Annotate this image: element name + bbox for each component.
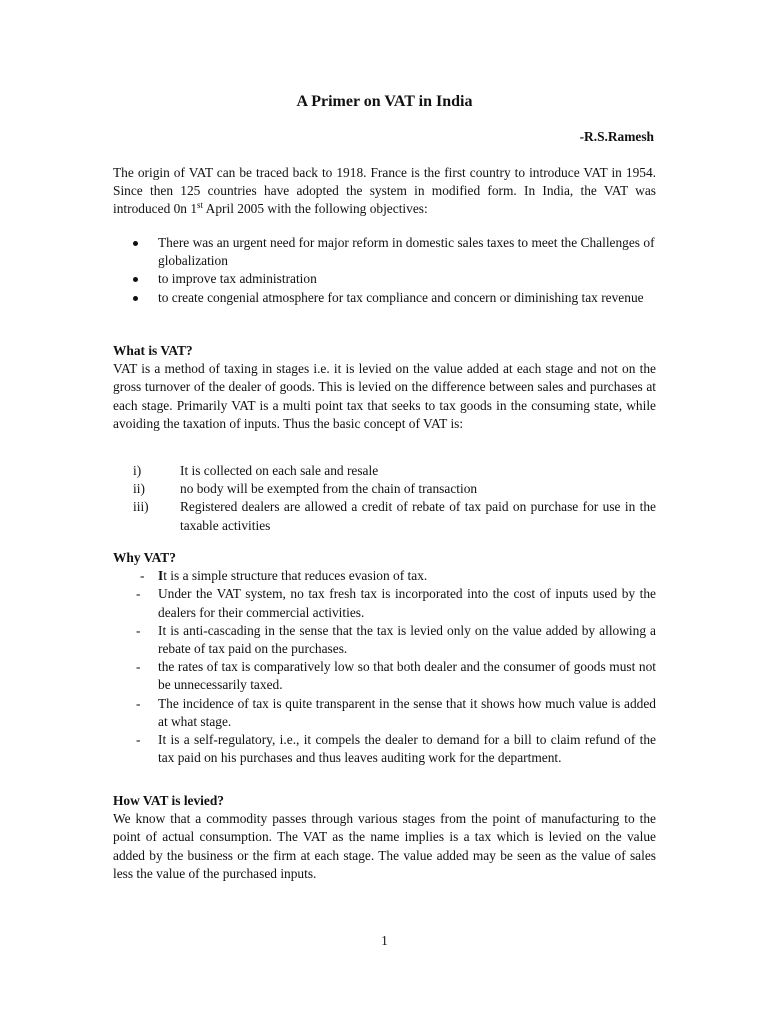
list-item: - The incidence of tax is quite transparent in the sense that it shows how much value is added at what stage. [136,695,656,729]
superscript: st [197,200,204,211]
section-what-is-vat [113,342,656,433]
bullet-icon [133,296,138,301]
list-item: - It is anti-cascading in the sense that the tax is levied only on the value added by allowing a rebate of tax paid on the purchases. [136,622,656,657]
document-page [113,0,656,1024]
list-item: - It is a simple structure that reduces evasion of tax. [140,568,428,584]
section-heading: How VAT is levied? [113,793,224,808]
section-heading: What is VAT? [113,343,193,358]
section-body: VAT is a method of taxing in stages i.e. it is levied on the value added at each stage and not on the gross turnover of the dealer of goods. This is levied on the difference between sales and purchases at each stage. Primarily VAT is a multi point tax that seeks to tax goods in the consuming state, while avoiding the taxation of inputs. Thus the basic concept of VAT is: [113,361,656,431]
section-how-vat-levied [113,792,656,883]
list-item: to improve tax administration [113,270,656,288]
section-heading: Why VAT? [113,550,176,565]
list-item: iii) Registered dealers are allowed a credit of rebate of tax paid on purchase for use in the taxable activities [133,499,656,533]
page-number: 1 [381,933,388,948]
document-title: A Primer on VAT in India [296,93,473,110]
list-item: There was an urgent need for major reform in domestic sales taxes to meet the Challenges of globalization [113,234,656,270]
bullet-icon [133,277,138,282]
vat-concept-list [113,462,656,535]
list-item: - the rates of tax is comparatively low so that both dealer and the consumer of goods must not be unnecessarily taxed. [136,659,656,693]
list-item: - Under the VAT system, no tax fresh tax is incorporated into the cost of inputs used by the dealers for their commercial activities. [136,586,656,620]
list-item: ii) no body will be exempted from the chain of transaction [133,481,478,497]
intro-paragraph: The origin of VAT can be traced back to 1918. France is the first country to introduce VAT in 1954. Since then 125 countries have adopted the system in modified form. In India, the VAT was introduced 0n 1st April 2005 with the following objectives: [113,165,656,217]
section-why-vat [113,549,656,767]
document-author: -R.S.Ramesh [579,129,654,144]
section-body: We know that a commodity passes through various stages from the point of manufacturing to the point of actual consumption. The VAT as the name implies is a tax which is levied on the value added by the business or the firm at each stage. The value added may be seen as the value of sales less the value of the purchased inputs. [113,811,656,881]
list-item: to create congenial atmosphere for tax compliance and concern or diminishing tax revenue [113,289,656,307]
objectives-list [113,234,656,307]
list-item: i) It is collected on each sale and resale [133,463,379,478]
bullet-icon [133,241,138,246]
list-item: - It is a self-regulatory, i.e., it compels the dealer to demand for a bill to claim refund of the tax paid on his purchases and thus leaves auditing work for the department. [136,732,656,766]
